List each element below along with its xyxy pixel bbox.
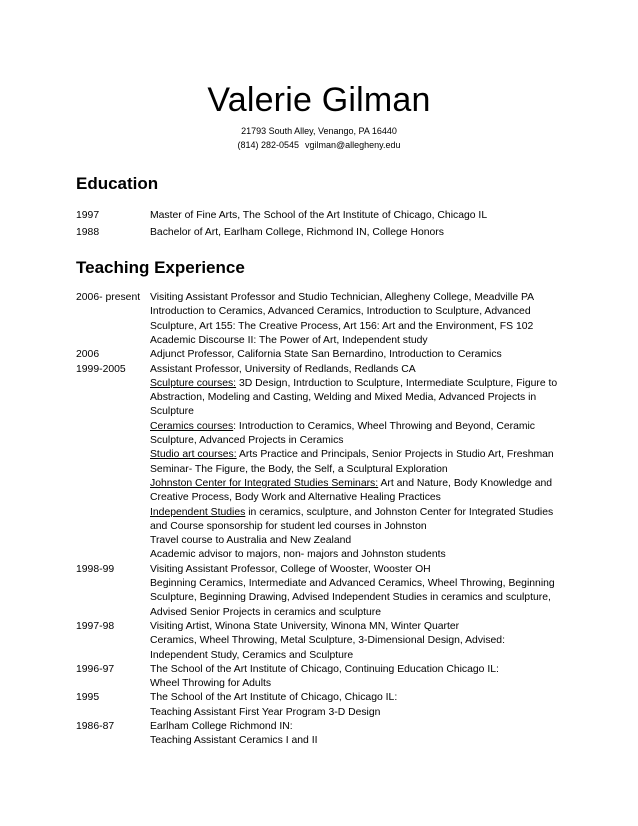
- teaching-text: Teaching Assistant Ceramics I and II: [150, 735, 318, 747]
- teaching-text: Sculpture, Art 155: The Creative Process, Art 156: Art and the Environment, FS 102: [150, 320, 534, 332]
- contact-phone-email: [0, 139, 638, 152]
- teaching-text: Wheel Throwing for Adults: [150, 678, 272, 690]
- teaching-text: The School of the Art Institute of Chicago, Chicago IL:: [150, 692, 398, 704]
- teaching-text: Sculpture, Advanced Projects in Ceramics: [150, 435, 344, 446]
- teaching-text: Visiting Assistant Professor, College of Wooster, Wooster OH: [150, 563, 431, 575]
- education-text: Master of Fine Arts, The School of the Art Institute of Chicago, Chicago IL: [150, 210, 488, 221]
- teaching-underlined-heading: Ceramics courses: [150, 420, 234, 432]
- section-education-title: Education: [76, 174, 159, 193]
- teaching-text: Assistant Professor, University of Redlands, Redlands CA: [150, 363, 416, 375]
- teaching-text: Academic Discourse II: The Power of Art, Independent study: [150, 334, 428, 346]
- teaching-underlined-heading: Studio art courses:: [150, 449, 237, 461]
- teaching-underlined-heading: Independent Studies: [150, 506, 246, 518]
- section-teaching-title: Teaching Experience: [76, 258, 245, 277]
- teaching-date: 2006: [76, 349, 100, 361]
- teaching-date: 1996-97: [76, 663, 115, 675]
- teaching-text: Earlham College Richmond IN:: [150, 721, 293, 732]
- teaching-underlined-heading: Sculpture courses:: [150, 377, 237, 389]
- teaching-underlined-heading: Johnston Center for Integrated Studies Seminars:: [150, 477, 379, 489]
- contact-address: 21793 South Alley, Venango, PA 16440: [241, 126, 397, 136]
- teaching-date: 1986-87: [76, 721, 115, 732]
- education-text: Bachelor of Art, Earlham College, Richmond IN, College Honors: [150, 227, 444, 238]
- teaching-text: Sculpture, Beginning Drawing, Advised Independent Studies in ceramics and sculpture,: [150, 592, 551, 604]
- teaching-text: Ceramics courses: Introduction to Ceramics, Wheel Throwing and Beyond, Ceramic: [150, 420, 536, 432]
- teaching-text: Sculpture courses: 3D Design, Intrduction to Sculpture, Intermediate Sculpture, Figure to: [150, 377, 558, 389]
- teaching-text: Visiting Assistant Professor and Studio Technician, Allegheny College, Meadville PA: [150, 292, 535, 303]
- teaching-date: 1995: [76, 692, 100, 704]
- teaching-text: Johnston Center for Integrated Studies Seminars: Art and Nature, Body Knowledge and: [150, 477, 553, 489]
- teaching-date: 1997-98: [76, 620, 115, 632]
- teaching-text: Sculpture: [150, 406, 194, 418]
- teaching-text: Teaching Assistant First Year Program 3-D Design: [150, 706, 381, 718]
- teaching-date: 1998-99: [76, 563, 115, 575]
- teaching-text: Independent Studies in ceramics, sculpture, and Johnston Center for Integrated Studies: [150, 506, 554, 518]
- teaching-text: Introduction to Ceramics, Advanced Ceramics, Introduction to Sculpture, Advanced: [150, 306, 531, 318]
- teaching-text: Ceramics, Wheel Throwing, Metal Sculpture, 3-Dimensional Design, Advised:: [150, 635, 505, 647]
- contact-phone: (814) 282-0545: [237, 140, 299, 150]
- teaching-text: Academic advisor to majors, non- majors and Johnston students: [150, 549, 446, 561]
- teaching-date: 2006- present: [76, 292, 141, 303]
- teaching-text: Independent Study, Ceramics and Sculpture: [150, 649, 354, 661]
- resume-name: Valerie Gilman: [207, 81, 431, 119]
- teaching-text: The School of the Art Institute of Chicago, Continuing Education Chicago IL:: [150, 663, 499, 675]
- teaching-text: Travel course to Australia and New Zealand: [150, 535, 352, 547]
- teaching-text: Seminar- The Figure, the Body, the Self, a Sculptural Exploration: [150, 463, 448, 475]
- teaching-text: Advised Senior Projects in ceramics and sculpture: [150, 606, 382, 618]
- teaching-text: Abstraction, Modeling and Casting, Welding and Mixed Media, Advanced Projects in: [150, 392, 537, 404]
- teaching-text: Studio art courses: Arts Practice and Principals, Senior Projects in Studio Art, Freshman: [150, 449, 554, 461]
- contact-email: vgilman@allegheny.edu: [305, 140, 401, 150]
- education-date: 1997: [76, 210, 100, 221]
- teaching-date: 1999-2005: [76, 363, 126, 375]
- teaching-text: Beginning Ceramics, Intermediate and Advanced Ceramics, Wheel Throwing, Beginning: [150, 578, 555, 589]
- teaching-text: and Course sponsorship for student led courses in Johnston: [150, 520, 427, 532]
- education-date: 1988: [76, 227, 100, 238]
- teaching-text: Visiting Artist, Winona State University, Winona MN, Winter Quarter: [150, 620, 460, 632]
- teaching-text: Adjunct Professor, California State San Bernardino, Introduction to Ceramics: [150, 349, 502, 361]
- teaching-text: Creative Process, Body Work and Alternative Healing Practices: [150, 492, 441, 504]
